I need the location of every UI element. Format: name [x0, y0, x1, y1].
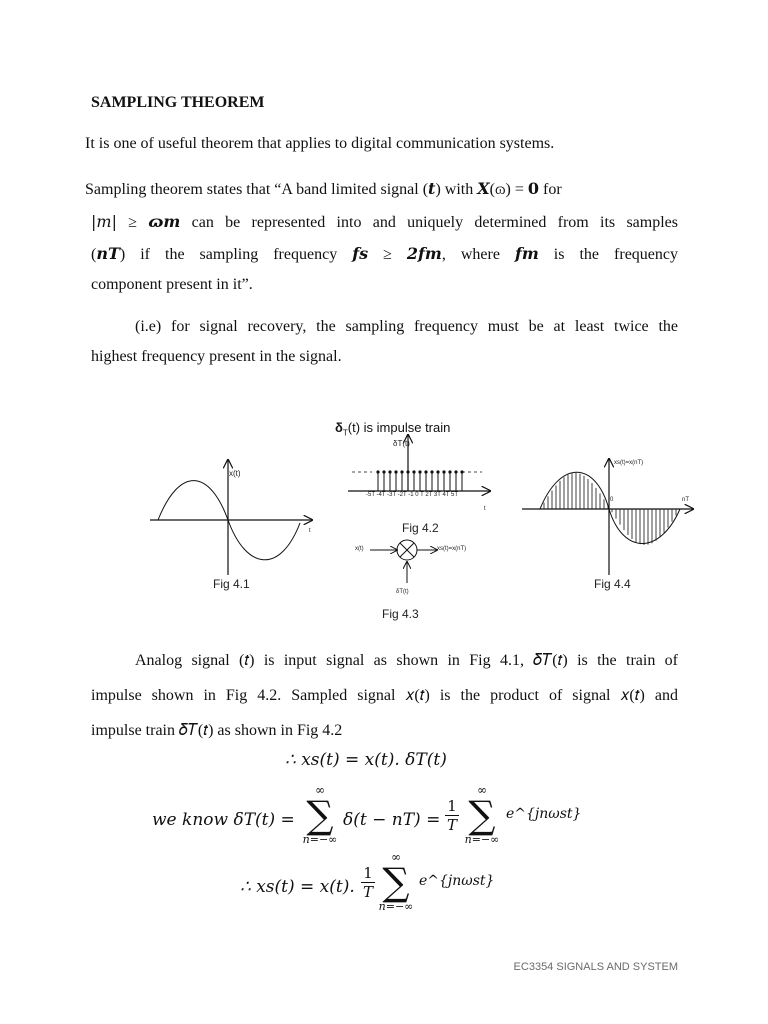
equation-2-sum-2: ∞ ∑ n=−∞	[464, 783, 500, 846]
impulse-dot	[382, 470, 385, 473]
impulse-dot	[436, 470, 439, 473]
statement-line-1: Sampling theorem states that “A band limited signal (t) with X(ɷ) = 0 for	[85, 179, 562, 198]
analog-line-2: impulse shown in Fig 4.2. Sampled signal 𝑥(𝑡) is the product of signal 𝑥(𝑡) and	[91, 687, 678, 704]
fig-4-3-block	[370, 540, 437, 583]
equation-2-right: e^{jnωst}	[506, 806, 582, 822]
equation-2-left: we know δT(t) =	[152, 810, 295, 830]
impulse-dot	[430, 470, 433, 473]
ie-line-1: (i.e) for signal recovery, the sampling frequency must be at least twice the	[135, 318, 678, 335]
impulse-dot	[460, 470, 463, 473]
impulse-train	[376, 470, 463, 491]
equation-2-mid: δ(t − nT) =	[343, 810, 441, 830]
equation-3-right: e^{jnωst}	[419, 873, 495, 889]
equation-2-sum-1: ∞ ∑ n=−∞	[302, 783, 338, 846]
impulse-dot	[412, 470, 415, 473]
fig-4-3-delta: δT(t)	[396, 589, 409, 595]
page-footer: EC3354 SIGNALS AND SYSTEM	[513, 961, 678, 973]
impulse-dot	[400, 470, 403, 473]
ie-line-2: highest frequency present in the signal.	[91, 348, 342, 365]
impulse-dot	[454, 470, 457, 473]
fig-4-4-nT: nT	[682, 497, 690, 503]
impulse-dot	[448, 470, 451, 473]
statement-line-3: (nT) if the sampling frequency fs ≥ 2fm, where fm is the frequency	[91, 244, 678, 263]
equation-3-fraction: 1 T	[362, 864, 373, 901]
fig-4-2-ticks: -5T -4T -3T -2T -1 0 T 2T 3T 4T 5T	[366, 492, 459, 498]
impulse-dot	[376, 470, 379, 473]
fig-4-4-plot	[522, 459, 693, 575]
fig-4-2-label: Fig 4.2	[402, 521, 439, 535]
equation-2-fraction: 1 T	[446, 797, 457, 834]
fig-4-2-title: $\delta_T(t)$ is impulse train	[335, 420, 451, 438]
impulse-dot	[394, 470, 397, 473]
impulse-dot	[406, 470, 409, 473]
fig-4-3-label: Fig 4.3	[382, 607, 419, 621]
equation-1: ∴ xs(t) = x(t). δT(t)	[285, 750, 447, 770]
fig-4-3-input: x(t)	[355, 546, 364, 552]
impulse-dot	[442, 470, 445, 473]
impulse-dot	[388, 470, 391, 473]
fig-4-4-label: Fig 4.4	[594, 577, 631, 591]
page-heading: SAMPLING THEOREM	[91, 94, 265, 111]
fig-4-1-t-label: t	[309, 528, 311, 534]
equation-3-sum: ∞ ∑ n=−∞	[378, 850, 414, 913]
fig-4-1-label: Fig 4.1	[213, 577, 250, 591]
intro-paragraph: It is one of useful theorem that applies to digital communication systems.	[85, 135, 555, 152]
fig-4-2-arrow-label: δT(t)	[393, 439, 410, 448]
fig-4-2-plot	[348, 435, 490, 491]
equation-3-left: ∴ xs(t) = x(t).	[240, 877, 355, 897]
statement-line-4: component present in it”.	[91, 276, 253, 293]
fig-4-2-t-label: t	[484, 506, 486, 512]
fig-4-1-y-label: x(t)	[229, 469, 241, 478]
fig-4-4-zero: 0	[610, 497, 614, 503]
impulse-dot	[424, 470, 427, 473]
fig-4-3-output: xs(t)=x(nT)	[437, 546, 467, 552]
statement-line-2: |m| ≥ ɷm can be represented into and uniquely determined from its samples	[91, 212, 678, 231]
fig-4-4-top-label: xs(t)=x(nT)	[614, 460, 644, 466]
impulse-dot	[418, 470, 421, 473]
analog-line-3: impulse train 𝛿𝑇(𝑡) as shown in Fig 4.2	[91, 722, 343, 739]
analog-line-1: Analog signal (𝑡) is input signal as shown in Fig 4.1, 𝛿𝑇(𝑡) is the train of	[135, 652, 678, 669]
